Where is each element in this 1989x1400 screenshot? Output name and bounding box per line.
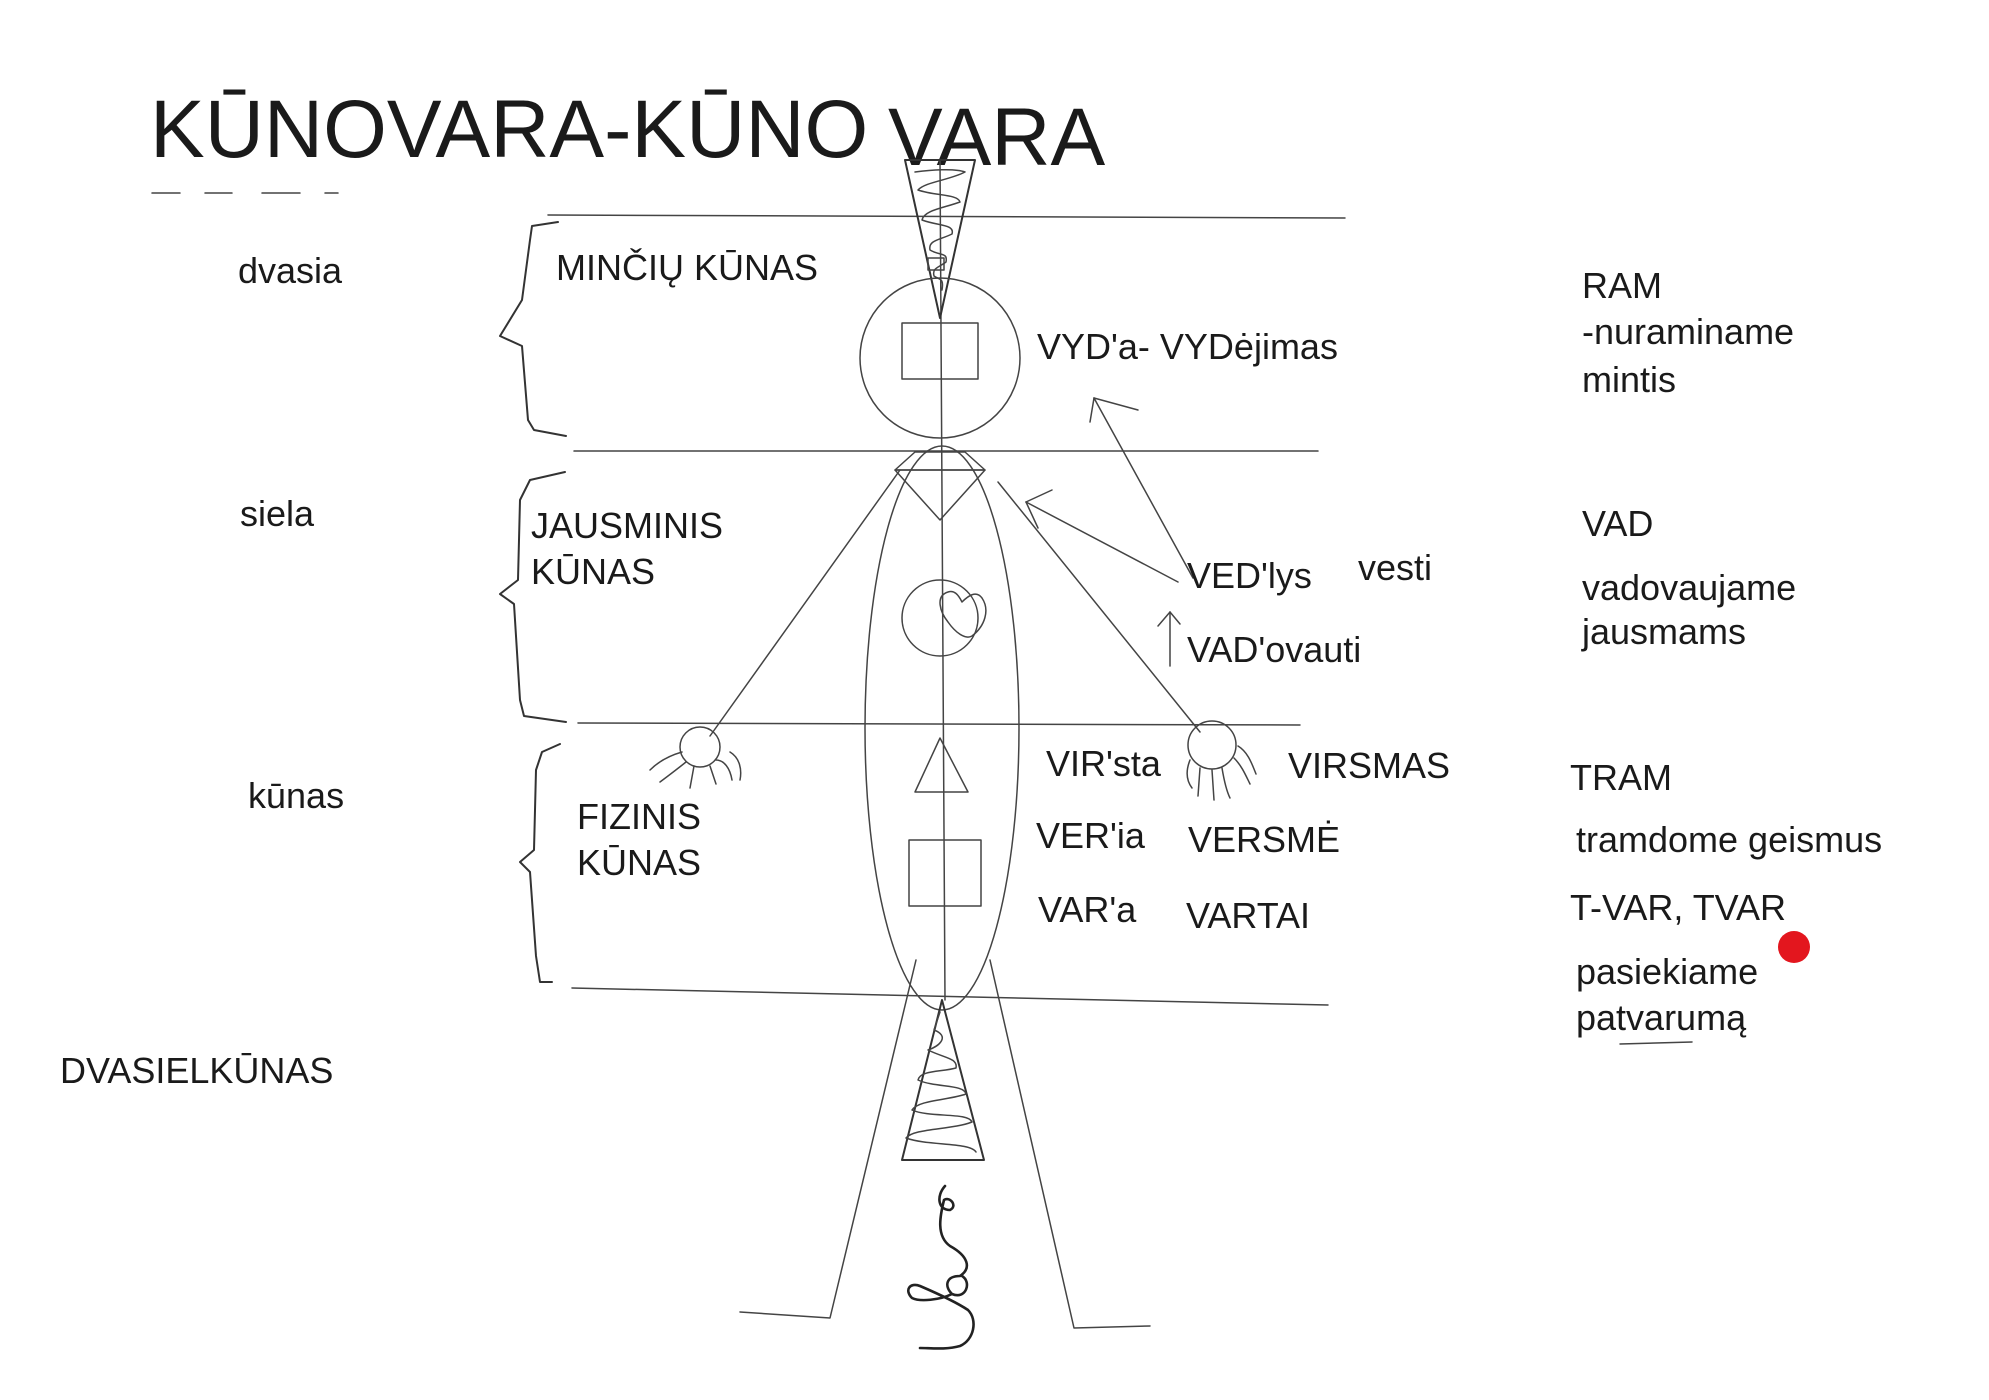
vad-desc-line1: vadovaujame xyxy=(1582,567,1797,608)
heart-circle xyxy=(902,580,986,656)
level-label-spirit: dvasia xyxy=(238,250,343,291)
ram-label: RAM xyxy=(1582,265,1662,306)
arrow-to-left xyxy=(1026,490,1178,582)
tvar-label: T-VAR, TVAR xyxy=(1570,887,1787,928)
vyd-label: VYD'a- VYDėjimas xyxy=(1037,326,1338,367)
title-part1: KŪNOVARA-KŪNO xyxy=(150,84,869,175)
emotional-body-label-line2: KŪNAS xyxy=(531,551,656,592)
veria-label: VER'ia xyxy=(1036,815,1145,856)
virsmas-label: VIRSMAS xyxy=(1288,745,1451,786)
ved-label: VED'lys xyxy=(1187,555,1312,596)
head-circle xyxy=(860,278,1020,438)
left-hand-icon xyxy=(650,727,741,788)
head-square xyxy=(902,323,978,379)
serpent-scribble xyxy=(908,1186,973,1349)
versme-label: VERSMĖ xyxy=(1188,819,1341,860)
tvar-desc-line1: pasiekiame xyxy=(1576,951,1759,992)
vesti-label: vesti xyxy=(1358,547,1433,588)
right-hand-icon xyxy=(1187,721,1256,800)
divider-line-top xyxy=(548,215,1345,218)
abdomen-triangle xyxy=(915,738,968,792)
arrow-to-vyd xyxy=(1090,398,1193,578)
virsta-label: VIR'sta xyxy=(1046,743,1161,784)
brace-body xyxy=(520,744,560,982)
emotional-body-label-line1: JAUSMINIS xyxy=(531,505,724,546)
thought-body-label: MINČIŲ KŪNAS xyxy=(556,247,819,288)
arrow-up-short xyxy=(1158,612,1180,666)
vara-label: VAR'a xyxy=(1038,889,1137,930)
tram-desc: tramdome geismus xyxy=(1576,819,1883,860)
vad-desc-line2: jausmams xyxy=(1582,611,1747,652)
ram-desc-line2: mintis xyxy=(1582,359,1677,400)
right-arm-line xyxy=(998,482,1200,732)
title-part2: VARA xyxy=(888,92,1106,183)
divider-line-bottom xyxy=(572,988,1328,1005)
patvaruma-underline xyxy=(1620,1042,1692,1044)
left-arm-line xyxy=(710,470,900,736)
red-dot-marker xyxy=(1778,931,1810,963)
chest-triangle xyxy=(895,470,985,520)
left-leg-line xyxy=(740,960,916,1318)
divider-line-soul-body xyxy=(578,723,1300,725)
tram-label: TRAM xyxy=(1570,757,1672,798)
right-leg-line xyxy=(990,960,1150,1328)
level-label-spirit-soul-body: DVASIELKŪNAS xyxy=(60,1050,334,1091)
vartai-label: VARTAI xyxy=(1186,895,1311,936)
level-label-soul: siela xyxy=(240,493,315,534)
vad-label: VAD xyxy=(1582,503,1654,544)
tvar-desc-line2: patvarumą xyxy=(1576,997,1747,1038)
ram-desc-line1: -nuraminame xyxy=(1582,311,1795,352)
root-triangle xyxy=(902,1000,984,1160)
vadovauti-label: VAD'ovauti xyxy=(1187,629,1362,670)
level-label-body: kūnas xyxy=(248,775,345,816)
physical-body-label-line2: KŪNAS xyxy=(577,842,702,883)
physical-body-label-line1: FIZINIS xyxy=(577,796,701,837)
